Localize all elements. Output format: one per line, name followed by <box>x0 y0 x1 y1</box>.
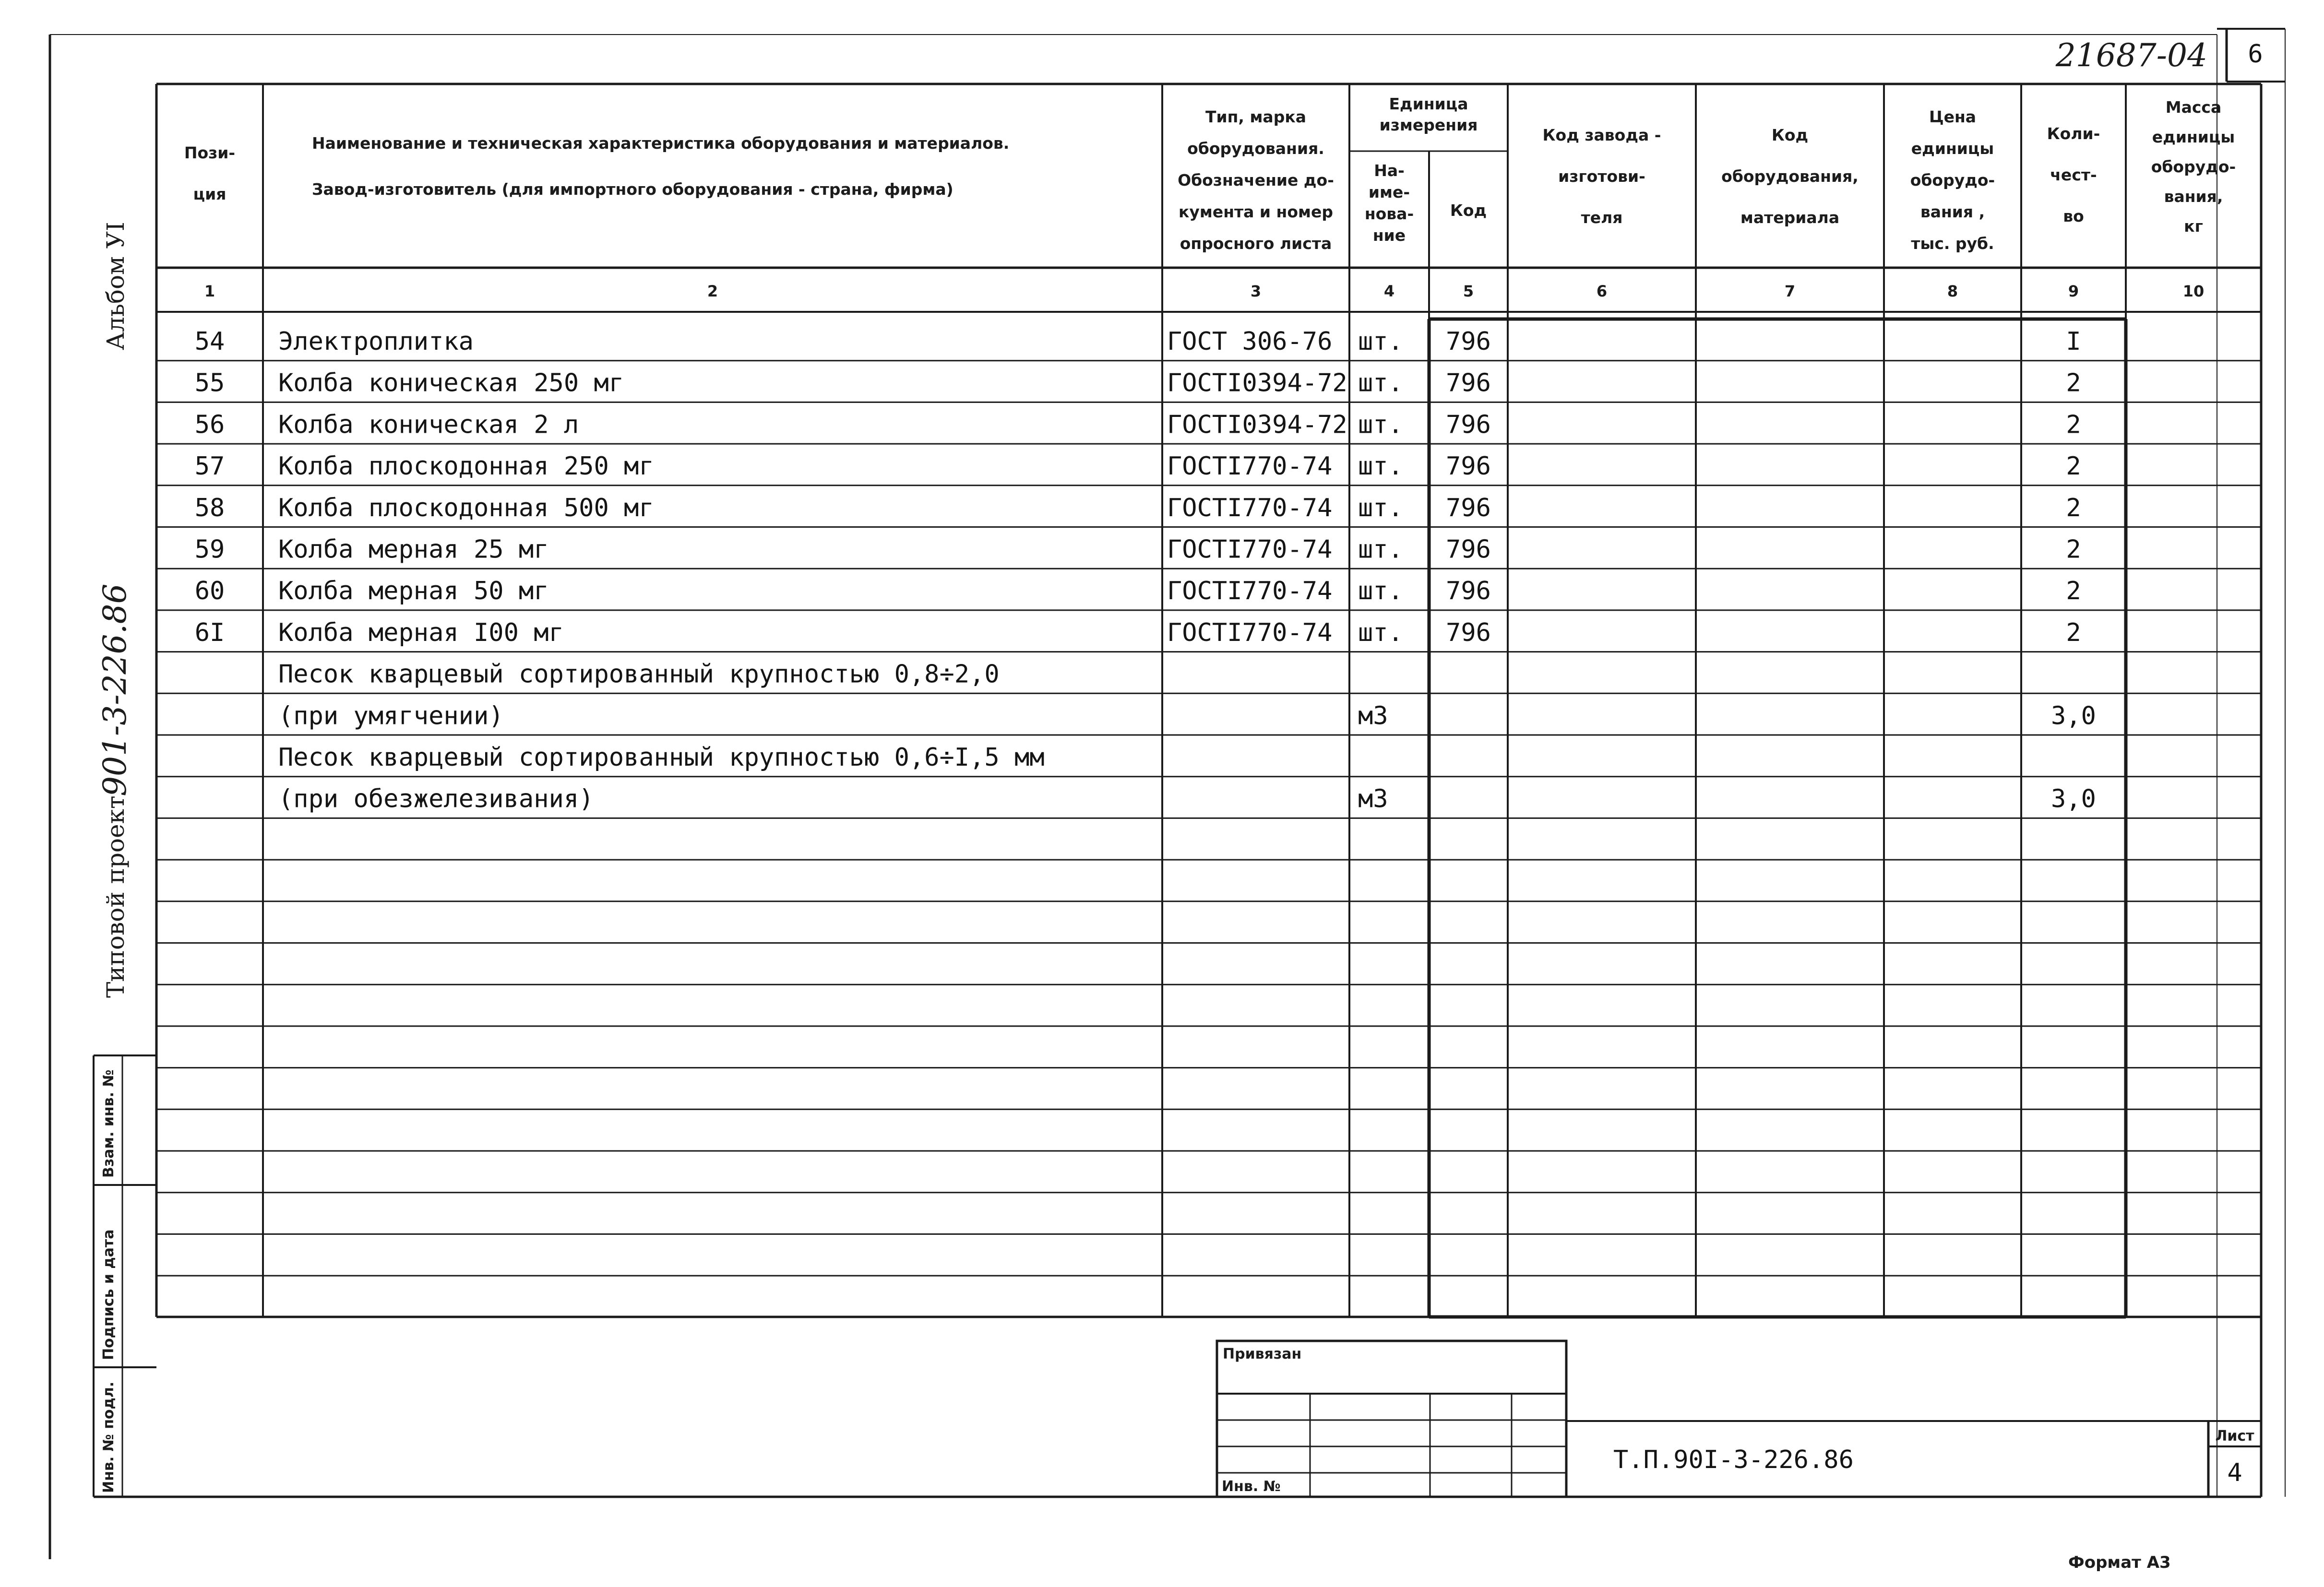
header-c5-line: Код <box>1450 201 1487 220</box>
header-c10-line: вания, <box>2164 187 2223 206</box>
doc-number: 21687-04 <box>2055 37 2207 74</box>
page-number: 6 <box>2248 40 2263 69</box>
header-c9-line: Коли- <box>2047 124 2100 143</box>
row-quantity: 2 <box>2066 577 2081 606</box>
title-block <box>1217 1341 2261 1497</box>
header-c4-line: име- <box>1368 183 1410 201</box>
column-number: 8 <box>1947 282 1958 300</box>
header-c10-line: оборудо- <box>2151 157 2236 176</box>
row-unit-code: 796 <box>1446 535 1491 564</box>
row-name: Колба коническая 2 л <box>278 410 579 439</box>
row-document: ГОСТI770-74 <box>1167 618 1333 647</box>
project-number: 901-3-226.86 <box>96 583 133 796</box>
row-unit: шт. <box>1358 327 1403 356</box>
header-unit_group-line: Единица <box>1389 95 1468 113</box>
table-row <box>195 618 2081 647</box>
header-c6-line: Код завода - <box>1542 126 1661 144</box>
row-unit-code: 796 <box>1446 368 1491 398</box>
row-position: 56 <box>194 410 225 439</box>
row-unit-code: 796 <box>1446 493 1491 522</box>
row-unit-code: 796 <box>1446 577 1491 606</box>
row-name: Колба коническая 250 мг <box>278 368 624 398</box>
column-number: 1 <box>204 282 215 300</box>
table-row <box>278 785 2096 814</box>
row-quantity: 3,0 <box>2051 701 2096 731</box>
row-unit-code: 796 <box>1446 452 1491 481</box>
row-name: (при обезжелезивания) <box>278 784 594 814</box>
header-c7-line: материала <box>1740 208 1840 227</box>
header-c3-line: Обозначение до- <box>1178 171 1334 189</box>
header-c10-line: единицы <box>2152 128 2235 146</box>
row-position: 58 <box>194 493 225 522</box>
table-row <box>278 701 2096 730</box>
row-unit: шт. <box>1358 368 1403 398</box>
header-c8-line: единицы <box>1911 139 1994 158</box>
row-quantity: 2 <box>2066 410 2081 439</box>
row-document: ГОСТ 306-76 <box>1167 327 1333 356</box>
row-document: ГОСТI0394-72 <box>1167 368 1347 398</box>
header-c8-line: оборудо- <box>1910 171 1995 189</box>
header-c3-line: опросного листа <box>1180 234 1332 253</box>
row-quantity: 3,0 <box>2051 784 2096 814</box>
privyazan-label: Привязан <box>1223 1346 1302 1362</box>
row-quantity: 2 <box>2066 618 2081 647</box>
header-c9-line: чест- <box>2050 166 2097 184</box>
header-c7-line: оборудования, <box>1721 167 1859 186</box>
row-document: ГОСТI0394-72 <box>1167 410 1347 439</box>
row-quantity: 2 <box>2066 535 2081 564</box>
header-c1-line: ция <box>193 185 226 203</box>
table-body <box>195 327 2096 814</box>
row-position: 59 <box>194 535 225 564</box>
header-c8-line: Цена <box>1929 107 1977 126</box>
sheet-number: 4 <box>2227 1458 2242 1487</box>
header-c6-line: изготови- <box>1558 167 1645 186</box>
format-label: Формат А3 <box>2068 1553 2171 1572</box>
table-row <box>278 660 1000 689</box>
column-number: 3 <box>1250 282 1262 300</box>
table-row <box>195 410 2081 439</box>
header-c4-line: ние <box>1372 226 1406 245</box>
row-unit: шт. <box>1358 577 1403 606</box>
table-header <box>184 95 2236 253</box>
row-position: 54 <box>194 327 225 356</box>
row-name: Колба мерная I00 мг <box>278 618 564 647</box>
row-name: Колба мерная 50 мг <box>278 577 549 606</box>
sheet-label: Лист <box>2215 1428 2254 1445</box>
row-name: (при умягчении) <box>278 701 504 731</box>
header-c8-line: вания , <box>1920 202 1985 221</box>
column-number: 6 <box>1596 282 1608 300</box>
header-c2-line: Наименование и техническая характеристика оборудования и материалов. <box>312 134 1010 153</box>
row-unit: м3 <box>1358 784 1388 814</box>
side-labels <box>96 222 133 998</box>
row-document: ГОСТI770-74 <box>1167 577 1333 606</box>
project-label: Типовой проект <box>102 795 130 998</box>
column-number: 9 <box>2068 282 2079 300</box>
row-document: ГОСТI770-74 <box>1167 452 1333 481</box>
row-unit: шт. <box>1358 618 1403 647</box>
row-unit: м3 <box>1358 701 1388 731</box>
row-document: ГОСТI770-74 <box>1167 535 1333 564</box>
row-unit: шт. <box>1358 535 1403 564</box>
inventory-label: Инв. № <box>1222 1478 1281 1495</box>
row-name: Песок кварцевый сортированный крупностью 0,6÷I,5 мм <box>278 743 1045 772</box>
table-row <box>195 577 2081 605</box>
header-c3-line: кумента и номер <box>1178 202 1334 221</box>
album-label: Альбом УI <box>102 222 130 350</box>
row-unit: шт. <box>1358 410 1403 439</box>
row-position: 57 <box>194 452 225 481</box>
header-c4-line: На- <box>1374 161 1405 180</box>
row-name: Колба плоскодонная 500 мг <box>278 493 654 522</box>
stamp-field-inventory: Инв. № подл. <box>100 1381 117 1493</box>
row-unit-code: 796 <box>1446 410 1491 439</box>
row-position: 6I <box>194 618 225 647</box>
row-document: ГОСТI770-74 <box>1167 493 1333 522</box>
row-quantity: 2 <box>2066 493 2081 522</box>
header-c1-line: Пози- <box>184 143 236 162</box>
header-c7-line: Код <box>1771 126 1809 144</box>
row-name: Колба плоскодонная 250 мг <box>278 452 654 481</box>
designation: Т.П.90I-3-226.86 <box>1613 1445 1854 1474</box>
header-c9-line: во <box>2063 207 2084 225</box>
table-row <box>195 452 2081 481</box>
header-c10-line: Масса <box>2165 98 2222 117</box>
header-unit_group-line: измерения <box>1379 116 1478 134</box>
row-name: Песок кварцевый сортированный крупностью 0,8÷2,0 <box>278 660 1000 689</box>
table-row <box>195 369 2081 398</box>
header-c3-line: Тип, марка <box>1205 107 1306 126</box>
column-number: 4 <box>1383 282 1395 300</box>
row-unit: шт. <box>1358 452 1403 481</box>
header-c8-line: тыс. руб. <box>1911 234 1994 253</box>
stamp-field-replace: Взам. инв. № <box>100 1069 117 1178</box>
corner-number-box <box>2055 29 2285 82</box>
header-c10-line: кг <box>2184 217 2203 236</box>
header-c3-line: оборудования. <box>1187 139 1324 158</box>
stamp-field-signature: Подпись и дата <box>100 1229 117 1360</box>
row-unit-code: 796 <box>1446 618 1491 647</box>
column-number: 2 <box>707 282 718 300</box>
header-c2-line: Завод-изготовитель (для импортного оборудования - страна, фирма) <box>312 180 953 199</box>
header-c4-line: нова- <box>1364 204 1414 223</box>
row-quantity: 2 <box>2066 368 2081 398</box>
column-number: 5 <box>1463 282 1474 300</box>
row-name: Колба мерная 25 мг <box>278 535 549 564</box>
table-row <box>195 494 2081 522</box>
table-row <box>195 327 2081 356</box>
row-position: 60 <box>194 577 225 606</box>
table-row <box>278 743 1045 772</box>
column-number: 10 <box>2182 282 2205 300</box>
row-name: Электроплитка <box>278 327 474 356</box>
row-quantity: I <box>2066 327 2081 356</box>
header-c6-line: теля <box>1581 208 1623 227</box>
table-row <box>195 535 2081 564</box>
column-numbers <box>204 282 2204 300</box>
row-position: 55 <box>194 368 225 398</box>
row-unit-code: 796 <box>1446 327 1491 356</box>
column-number: 7 <box>1784 282 1796 300</box>
row-quantity: 2 <box>2066 452 2081 481</box>
row-unit: шт. <box>1358 493 1403 522</box>
